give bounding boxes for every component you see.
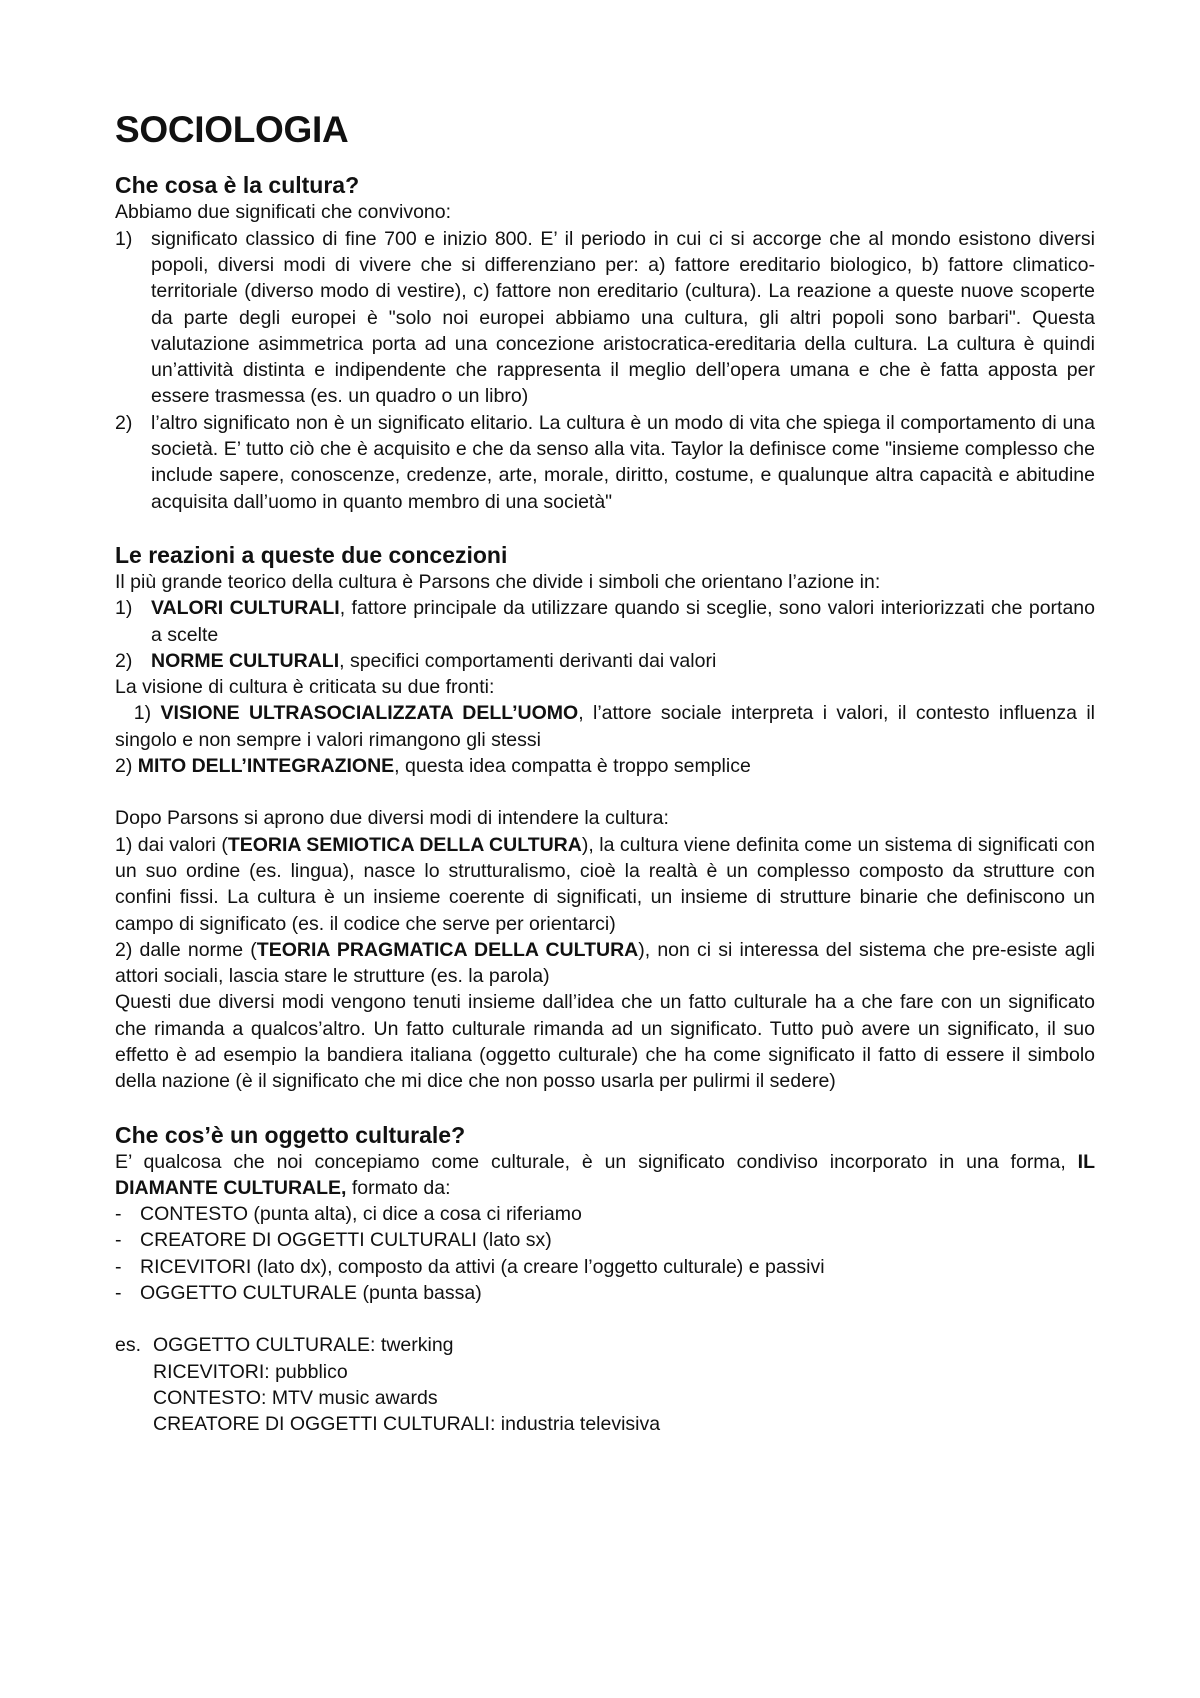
section-intro: Abbiamo due significati che convivono: [115,201,452,224]
after-parsons-intro: Dopo Parsons si aprono due diversi modi di intendere la cultura: [115,807,669,830]
symbols-list [115,595,1095,674]
list-item: 2) NORME CULTURALI, specifici comportamenti derivanti dai valori [115,649,717,672]
list-item: - RICEVITORI (lato dx), composto da attivi (a creare l’oggetto culturale) e passivi [115,1255,825,1278]
example-line: OGGETTO CULTURALE: twerking [153,1334,454,1357]
example-label: es. [115,1334,142,1357]
section-heading-reactions: Le reazioni a queste due concezioni [115,541,508,568]
section-intro: Il più grande teorico della cultura è Parsons che divide i simboli che orientano l’azione in: [115,570,881,593]
document-title: SOCIOLOGIA [115,109,349,150]
example-block [115,1332,1095,1437]
section-intro: E’ qualcosa che noi concepiamo come culturale, è un significato condiviso incorporato in una forma, IL DIAMANTE CULTURALE, formato da: [115,1150,1095,1199]
example-line: CONTESTO: MTV music awards [153,1386,438,1409]
meanings-list [115,226,1095,515]
approach-item: 1) dai valori (TEORIA SEMIOTICA DELLA CULTURA), la cultura viene definita come un sistema di significati con un suo ordine (es. lingua), nasce lo strutturalismo, cioè la realtà è un complesso composto da strutture con confini fissi. La cultura è un insieme coerente di significati, un insieme di strutture binarie che definiscono un campo di significato (es. il codice che serve per orientarci) [115,833,1095,935]
list-item: - CREATORE DI OGGETTI CULTURALI (lato sx) [115,1229,552,1252]
list-item: 2) l’altro significato non è un significato elitario. La cultura è un modo di vita che spiega il comportamento di una società. E’ tutto ciò che è acquisito e che da senso alla vita. Taylor la definisce come "insieme complesso che include sapere, conoscenze, credenze, arte, morale, diritto, costume, e qualunque altra capacità e abitudine acquisita dall’uomo in quanto membro di una società" [115,411,1095,513]
critique-item: 2) MITO DELL’INTEGRAZIONE, questa idea compatta è troppo semplice [115,755,751,778]
example-line: RICEVITORI: pubblico [153,1360,348,1383]
document-page [115,108,1095,1438]
list-item: - OGGETTO CULTURALE (punta bassa) [115,1282,482,1305]
list-item: 1) VALORI CULTURALI, fattore principale da utilizzare quando si sceglie, sono valori interiorizzati che portano a scelte [115,597,1095,646]
section-heading-culture: Che cosa è la cultura? [115,172,360,199]
list-item: - CONTESTO (punta alta), ci dice a cosa ci riferiamo [115,1203,582,1226]
critique-item: 1) VISIONE ULTRASOCIALIZZATA DELL’UOMO, l’attore sociale interpreta i valori, il contesto influenza il singolo e non sempre i valori rimangono gli stessi [115,702,1096,751]
example-line: CREATORE DI OGGETTI CULTURALI: industria televisiva [153,1413,661,1436]
diamond-list [115,1201,1095,1306]
list-item: 1) significato classico di fine 700 e inizio 800. E’ il periodo in cui ci si accorge che al mondo esistono diversi popoli, diversi modi di vivere che si differenziano per: a) fattore ereditario biologico, b) fattore climatico-territoriale (diverso modo di vestire), c) fattore non ereditario (cultura). La reazione a queste nuove scoperte da parte degli europei è "solo noi europei abbiamo una cultura, gli altri popoli sono barbari". Questa valutazione asimmetrica porta ad una concezione aristocratica-ereditaria della cultura. La cultura è quindi un’attività distinta e indipendente che rappresenta il meglio dell’opera umana e che è fatta apposta per essere trasmessa (es. un quadro o un libro) [115,227,1095,408]
closing-paragraph: Questi due diversi modi vengono tenuti insieme dall’idea che un fatto culturale ha a che fare con un significato che rimanda a qualcos’altro. Un fatto culturale rimanda ad un significato. Tutto può avere un significato, il suo effetto è ad esempio la bandiera italiana (oggetto culturale) che ha come significato il fatto di essere il simbolo della nazione (è il significato che mi dice che non posso usarla per pulirmi il sedere) [115,991,1095,1093]
approach-item: 2) dalle norme (TEORIA PRAGMATICA DELLA CULTURA), non ci si interessa del sistema che pre-esiste agli attori sociali, lascia stare le strutture (es. la parola) [115,938,1095,988]
critique-intro: La visione di cultura è criticata su due fronti: [115,676,495,699]
section-heading-cultural-object: Che cos’è un oggetto culturale? [115,1121,466,1148]
